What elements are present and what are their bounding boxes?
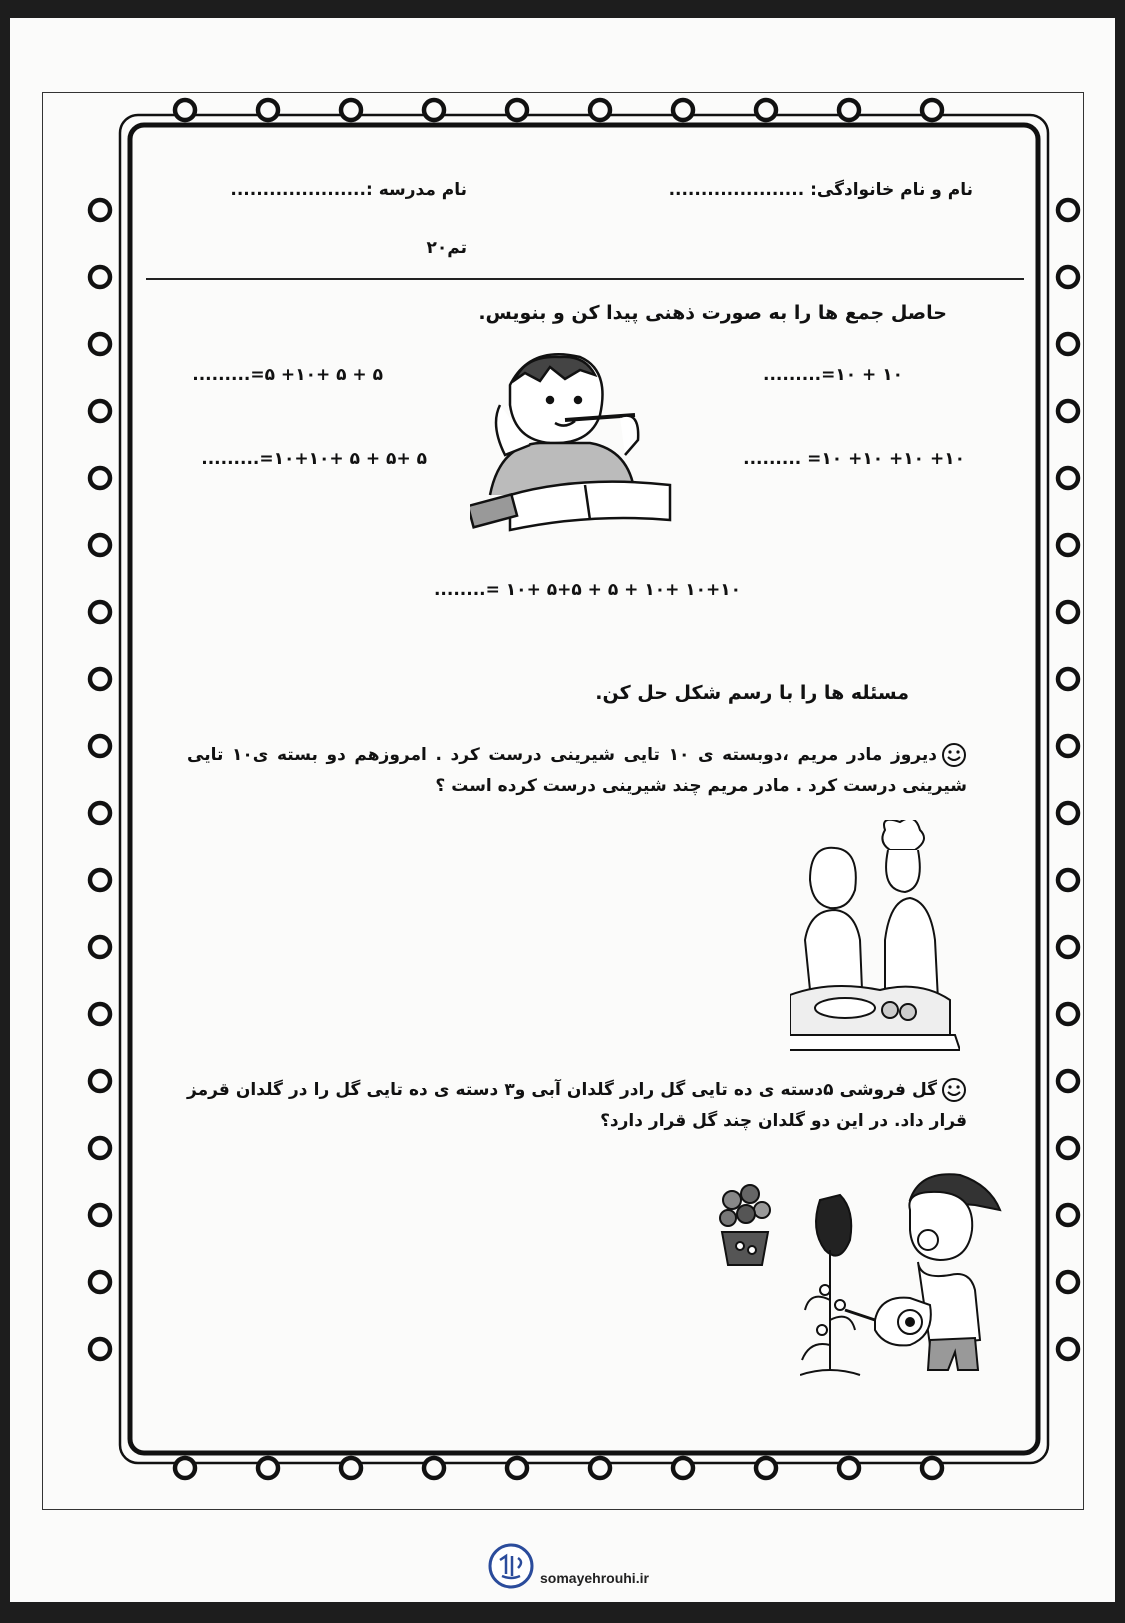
- frame-loop: [839, 100, 859, 120]
- frame-loop: [1058, 200, 1078, 220]
- frame-loop: [756, 1458, 776, 1478]
- frame-loop: [1058, 468, 1078, 488]
- frame-loop: [1058, 334, 1078, 354]
- frame-loop: [922, 100, 942, 120]
- chefs-illustration: [790, 820, 960, 1060]
- frame-loop: [507, 1458, 527, 1478]
- equation-3[interactable]: ۱۰+ ۱۰+ ۱۰+ ۱۰= .........: [743, 449, 965, 469]
- frame-loop: [90, 535, 110, 555]
- frame-loop: [1058, 870, 1078, 890]
- problem-1-text: دیروز مادر مریم ،دوبسته ی ۱۰ تایی شیرینی درست کرد . امروزهم دو بسته ی۱۰ تایی شیرینی درست کرد . مادر مریم چند شیرینی درست کرده است ؟: [187, 745, 967, 797]
- frame-loop: [90, 468, 110, 488]
- student-name-field[interactable]: نام و نام خانوادگی: .....................: [668, 180, 973, 200]
- frame-loop: [590, 100, 610, 120]
- flower-pot-illustration: [710, 1180, 780, 1270]
- frame-loop: [1058, 535, 1078, 555]
- frame-loop: [673, 100, 693, 120]
- frame-loop: [90, 200, 110, 220]
- frame-loop: [1058, 267, 1078, 287]
- frame-loop: [90, 401, 110, 421]
- frame-loop: [1058, 736, 1078, 756]
- frame-loop: [1058, 669, 1078, 689]
- equation-2[interactable]: ۵ + ۵ +۱۰+ ۵=.........: [192, 365, 383, 385]
- header-divider: [146, 278, 1024, 280]
- theme-label: تم۲۰: [426, 238, 467, 258]
- equation-4[interactable]: ۵ +۵ + ۵ +۱۰+۱۰=.........: [201, 449, 427, 469]
- school-name-field[interactable]: نام مدرسه :.....................: [230, 180, 467, 200]
- frame-loop: [90, 669, 110, 689]
- frame-loop: [90, 1272, 110, 1292]
- frame-loop: [1058, 1205, 1078, 1225]
- frame-loop: [90, 1205, 110, 1225]
- frame-loop: [90, 602, 110, 622]
- frame-loop: [922, 1458, 942, 1478]
- frame-loop: [90, 803, 110, 823]
- frame-loop: [839, 1458, 859, 1478]
- frame-loop: [90, 267, 110, 287]
- section2-title: مسئله ها را با رسم شکل حل کن.: [595, 682, 909, 704]
- frame-loop: [258, 1458, 278, 1478]
- frame-loop: [1058, 602, 1078, 622]
- footer-website[interactable]: somayehrouhi.ir: [540, 1570, 649, 1586]
- section1-title: حاصل جمع ها را به صورت ذهنی پیدا کن و بنویس.: [478, 302, 947, 324]
- frame-loop: [341, 1458, 361, 1478]
- frame-loop: [90, 334, 110, 354]
- frame-loop: [1058, 937, 1078, 957]
- frame-loop: [90, 1339, 110, 1359]
- frame-loop: [673, 1458, 693, 1478]
- frame-loop: [341, 100, 361, 120]
- frame-loop: [1058, 1004, 1078, 1024]
- frame-loop: [258, 100, 278, 120]
- frame-loop: [1058, 1071, 1078, 1091]
- problem-1: [187, 740, 967, 803]
- frame-loop: [90, 937, 110, 957]
- frame-loop: [90, 870, 110, 890]
- frame-loop: [590, 1458, 610, 1478]
- frame-loop: [1058, 401, 1078, 421]
- site-logo: [486, 1542, 536, 1590]
- frame-loop: [90, 1138, 110, 1158]
- frame-loop: [90, 1004, 110, 1024]
- frame-loop: [424, 100, 444, 120]
- frame-loop: [424, 1458, 444, 1478]
- equation-1[interactable]: ۱۰ + ۱۰=.........: [763, 365, 903, 385]
- problem-2-text: گل فروشی ۵دسته ی ده تایی گل رادر گلدان آبی و۳ دسته ی ده تایی گل را در گلدان قرمز قرار داد. در این دو گلدان چند گل قرار دارد؟: [187, 1080, 967, 1132]
- equation-5[interactable]: ۱۰+۱۰ +۱۰ + ۵ + ۵+۵ +۱۰ =........: [433, 580, 741, 600]
- smiley-icon: [941, 742, 967, 768]
- frame-loop: [1058, 1272, 1078, 1292]
- gardener-illustration: [800, 1170, 1010, 1400]
- frame-loop: [1058, 803, 1078, 823]
- thinking-boy-illustration: [470, 345, 700, 540]
- frame-loop: [90, 736, 110, 756]
- frame-loop: [175, 100, 195, 120]
- frame-loop: [1058, 1138, 1078, 1158]
- problem-2: [187, 1075, 967, 1138]
- smiley-icon: [941, 1077, 967, 1103]
- frame-loop: [1058, 1339, 1078, 1359]
- frame-loop: [507, 100, 527, 120]
- frame-loop: [90, 1071, 110, 1091]
- frame-loop: [175, 1458, 195, 1478]
- frame-loop: [756, 100, 776, 120]
